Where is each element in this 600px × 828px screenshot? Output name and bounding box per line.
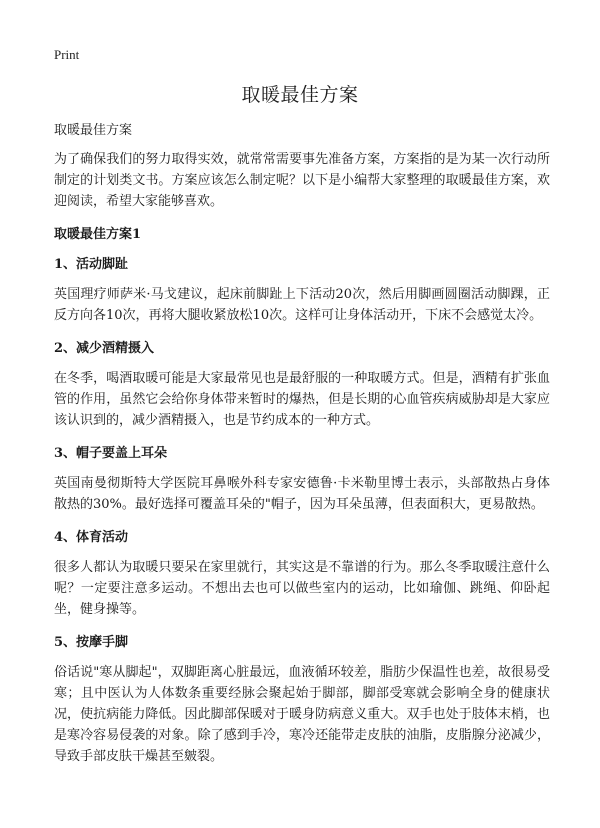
section-body-3: 英国南曼彻斯特大学医院耳鼻喉外科专家安德鲁·卡米勒里博士表示，头部散热占身体散热的30%。最好选择可覆盖耳朵的"帽子，因为耳朵虽薄，但表面积大，更易散热。	[54, 476, 550, 512]
print-link[interactable]: Print	[54, 47, 80, 62]
section-heading-2: 2、减少酒精摄入	[54, 341, 155, 356]
document-title: 取暖最佳方案	[241, 84, 359, 106]
section-body-2: 在冬季，喝酒取暖可能是大家最常见也是最舒服的一种取暖方式。但是，酒精有扩张血管的作用，虽然它会给你身体带来暂时的爆热，但是长期的心血管疾病威胁却是大家应该认识到的，减少酒精摄入，也是节约成本的一种方式。	[54, 371, 550, 428]
section-heading-4: 4、体育活动	[54, 530, 129, 545]
document-subtitle: 取暖最佳方案	[54, 123, 133, 138]
plan-heading: 取暖最佳方案1	[54, 227, 142, 242]
section-body-4: 很多人都认为取暖只要呆在家里就行，其实这是不靠谱的行为。那么冬季取暖注意什么呢？一定要注意多运动。不想出去也可以做些室内的运动，比如瑜伽、跳绳、仰卧起坐，健身操等。	[54, 560, 550, 617]
document-body	[54, 120, 550, 779]
section-heading-5: 5、按摩手脚	[54, 635, 129, 650]
section-body-5: 俗话说"寒从脚起"，双脚距离心脏最远，血液循环较差，脂肪少保温性也差，故很易受寒；且中医认为人体数条重要经脉会聚起始于脚部，脚部受寒就会影响全身的健康状况，使抗病能力降低。因此脚部保暖对于暖身防病意义重大。双手也处于肢体末梢，也是寒冷容易侵袭的对象。除了感到手冷，寒冷还能带走皮肤的油脂，皮脂腺分泌减少，导致手部皮肤干燥甚至皴裂。	[54, 665, 550, 764]
intro-paragraph: 为了确保我们的努力取得实效，就常常需要事先准备方案，方案指的是为某一次行动所制定的计划类文书。方案应该怎么制定呢？以下是小编帮大家整理的取暖最佳方案，欢迎阅读，希望大家能够喜欢。	[54, 152, 550, 209]
section-body-1: 英国理疗师萨米·马戈建议，起床前脚趾上下活动20次，然后用脚画圆圈活动脚踝，正反方向各10次，再将大腿收紧放松10次。这样可让身体活动开，下床不会感觉太冷。	[54, 287, 550, 323]
section-heading-3: 3、帽子要盖上耳朵	[54, 446, 168, 461]
section-heading-1: 1、活动脚趾	[54, 257, 129, 272]
